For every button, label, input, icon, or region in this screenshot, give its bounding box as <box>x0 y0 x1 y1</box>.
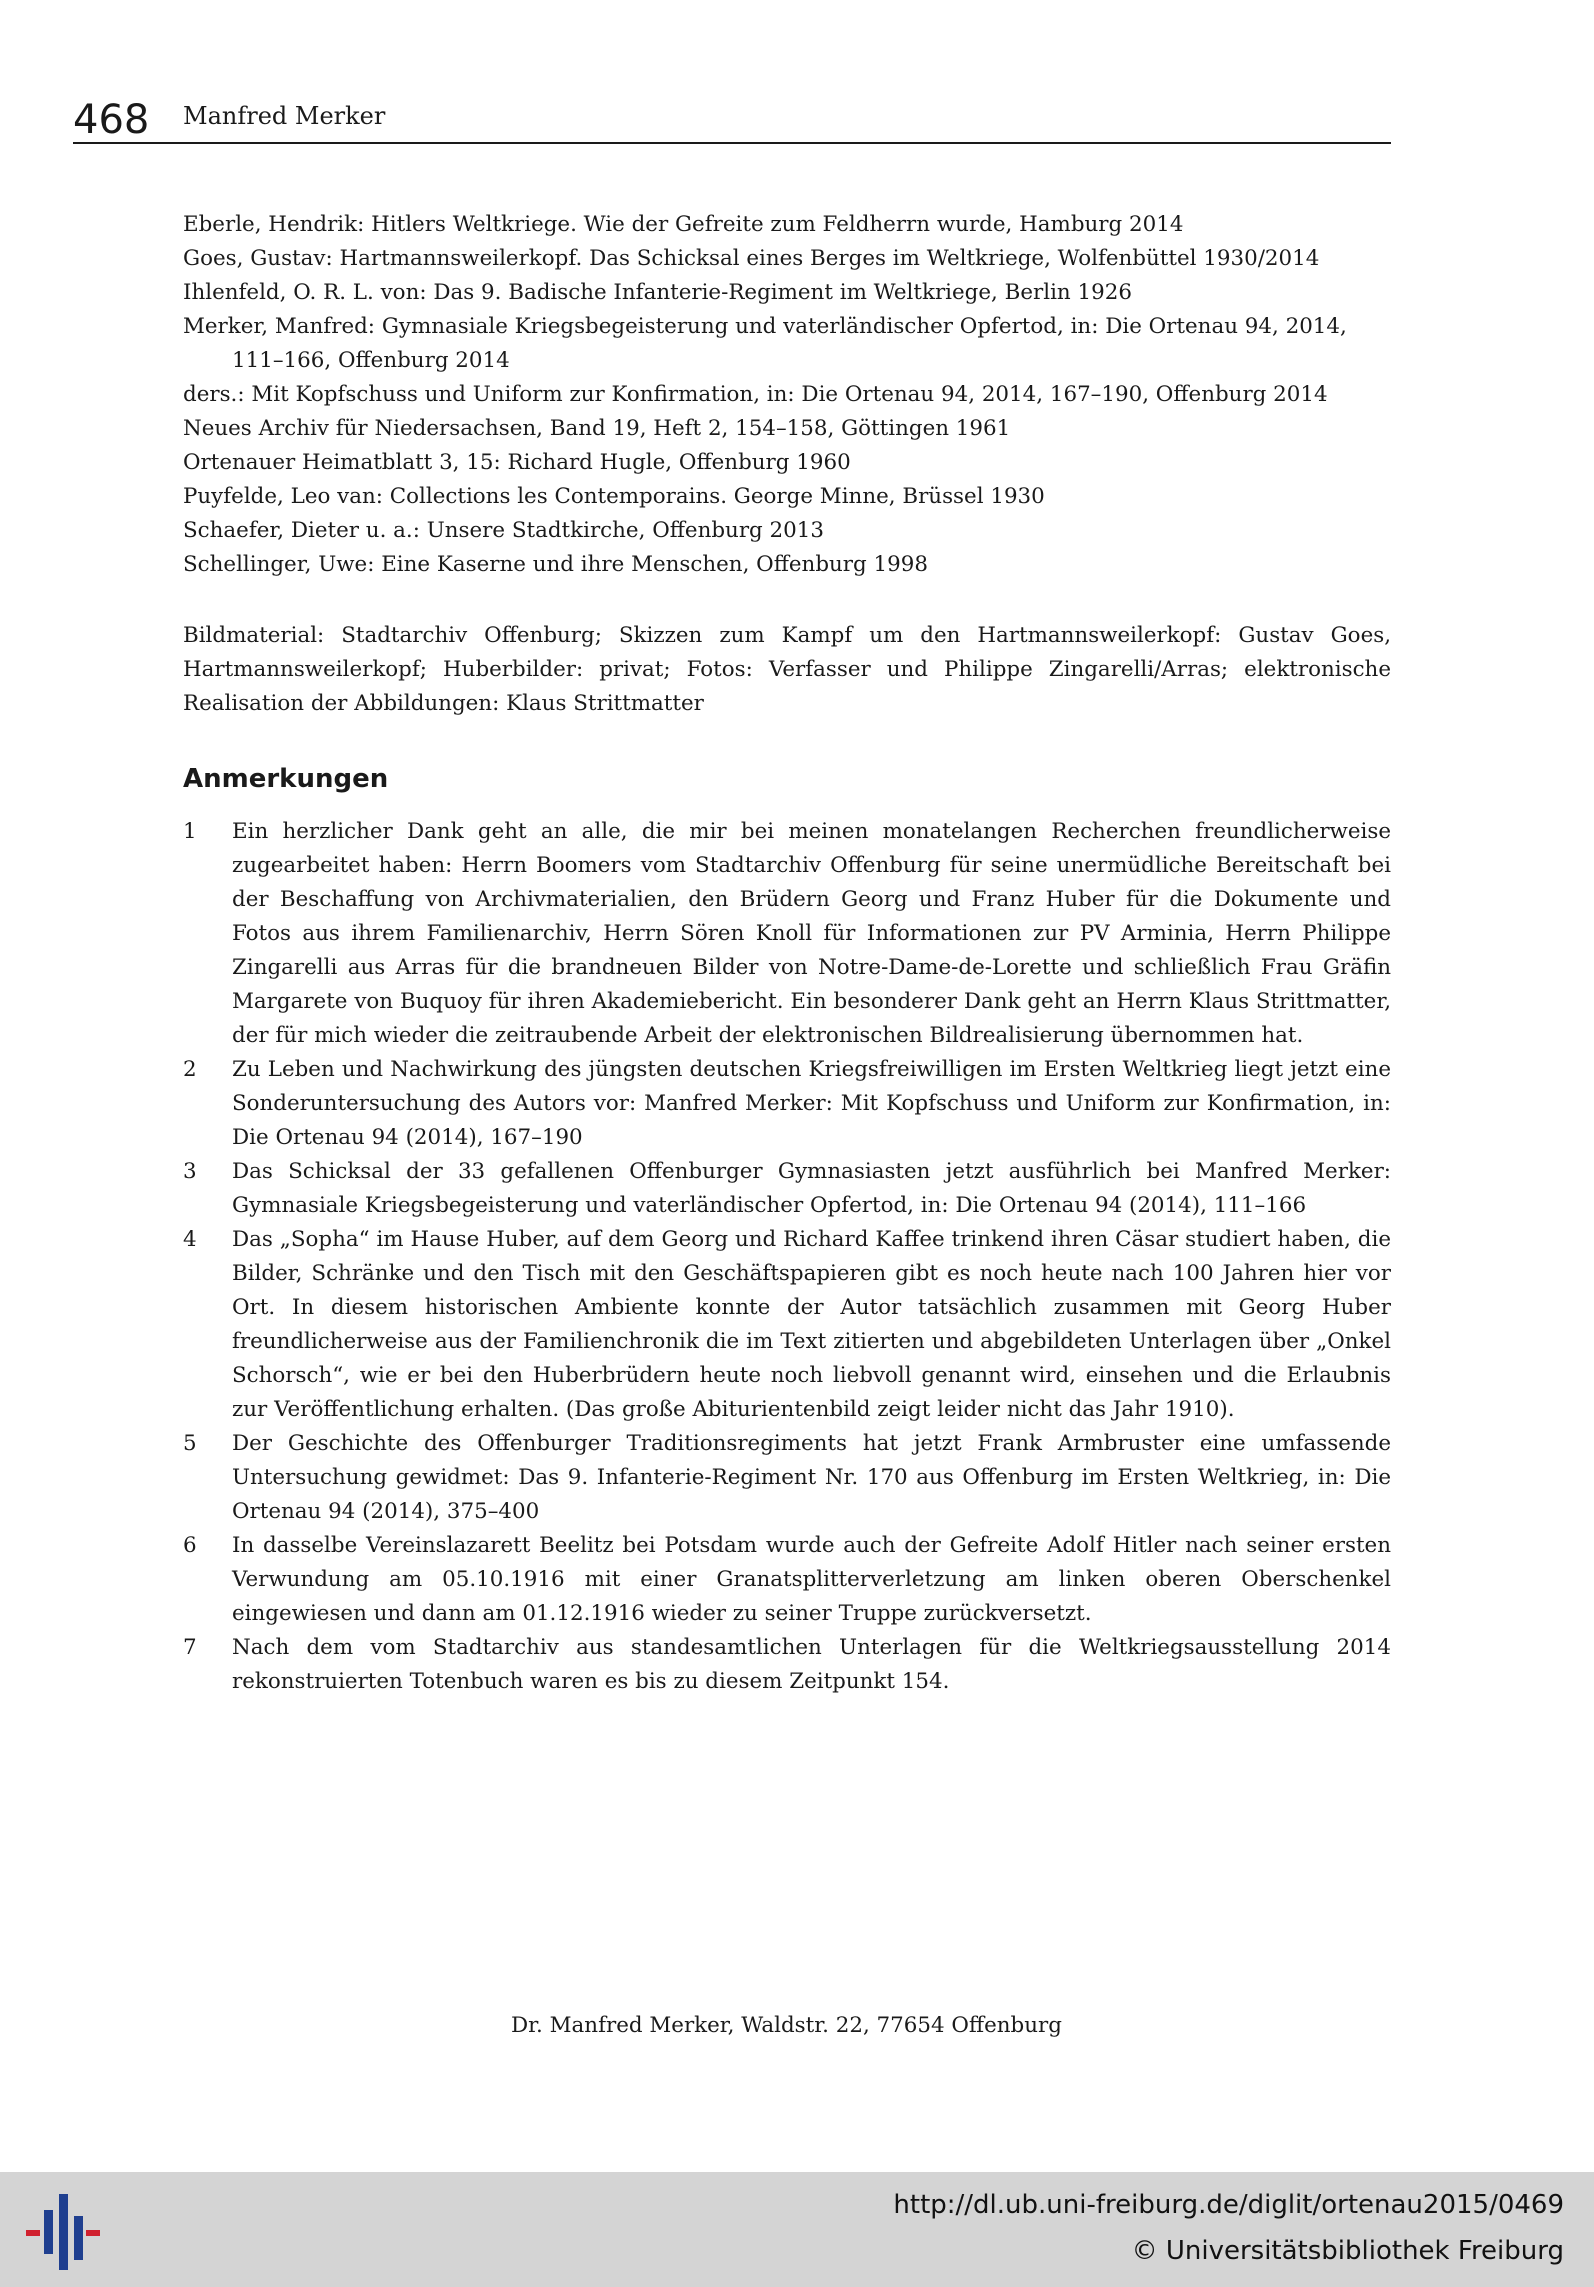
bibliography-entry: Schellinger, Uwe: Eine Kaserne und ihre Menschen, Offenburg 1998 <box>183 552 928 577</box>
note-item <box>183 1427 1391 1529</box>
bibliography-entry: Ihlenfeld, O. R. L. von: Das 9. Badische Infanterie-Regiment im Weltkriege, Berlin 1926 <box>183 280 1132 305</box>
running-head: Manfred Merker <box>183 102 386 130</box>
note-number: 3 <box>183 1159 197 1184</box>
note-text: Ein herzlicher Dank geht an alle, die mir bei meinen monatelangen Recherchen freundlicherweise zugearbeitet haben: Herrn Boomers vom Stadtarchiv Offenburg für seine unermüdliche Bereitschaft bei der Beschaffung von Archivmaterialien, den Brüdern Georg und Franz Huber für die Dokumente und Fotos aus ihrem Familienarchiv, Herrn Sören Knoll für Informationen zur PV Arminia, Herrn Philippe Zingarelli aus Arras für die brandneuen Bilder von Notre-Dame-de-Lorette und schließlich Frau Gräfin Margarete von Buquoy für ihren Akademiebericht. Ein besonderer Dank geht an Herrn Klaus Strittmatter, der für mich wieder die zeitraubende Arbeit der elektronischen Bildrealisierung übernommen hat. <box>232 819 1391 1048</box>
logo-bar-left <box>44 2210 53 2254</box>
permalink-url[interactable]: http://dl.ub.uni-freiburg.de/diglit/ortenau2015/0469 <box>893 2190 1564 2220</box>
page-body <box>183 208 1391 1699</box>
bibliography-entry: ders.: Mit Kopfschuss und Uniform zur Konfirmation, in: Die Ortenau 94, 2014, 167–190, Offenburg 2014 <box>183 382 1328 407</box>
bibliography-entry: Puyfelde, Leo van: Collections les Contemporains. George Minne, Brüssel 1930 <box>183 484 1045 509</box>
ub-freiburg-logo-icon <box>22 2192 102 2272</box>
image-credits: Bildmaterial: Stadtarchiv Offenburg; Skizzen zum Kampf um den Hartmannsweilerkopf: Gustav Goes, Hartmannsweilerkopf; Huberbilder: privat; Fotos: Verfasser und Philippe Zingarelli/Arras; elektronische Realisation der Abbildungen: Klaus Strittmatter <box>183 623 1391 716</box>
bibliography-entry: Schaefer, Dieter u. a.: Unsere Stadtkirche, Offenburg 2013 <box>183 518 824 543</box>
note-item <box>183 1631 1391 1699</box>
page-header <box>73 97 1391 144</box>
note-number: 6 <box>183 1533 197 1558</box>
note-number: 5 <box>183 1431 197 1456</box>
logo-bar-center <box>59 2194 68 2270</box>
bibliography-entry: Neues Archiv für Niedersachsen, Band 19, Heft 2, 154–158, Göttingen 1961 <box>183 416 1011 441</box>
logo-dash-right <box>86 2230 100 2236</box>
note-item <box>183 815 1391 1053</box>
bibliography-entry: Merker, Manfred: Gymnasiale Kriegsbegeisterung und vaterländischer Opfertod, in: Die Ortenau 94, 2014, 111–166, Offenburg 2014 <box>183 314 1347 373</box>
bibliography-list <box>183 208 1391 582</box>
bibliography-entry: Ortenauer Heimatblatt 3, 15: Richard Hugle, Offenburg 1960 <box>183 450 851 475</box>
note-item <box>183 1053 1391 1155</box>
note-item <box>183 1155 1391 1223</box>
note-number: 4 <box>183 1227 197 1252</box>
note-item <box>183 1529 1391 1631</box>
page-number: 468 <box>73 97 150 143</box>
logo-bar-right <box>74 2216 83 2260</box>
note-number: 7 <box>183 1635 197 1660</box>
note-item <box>183 1223 1391 1427</box>
note-text: Zu Leben und Nachwirkung des jüngsten deutschen Kriegsfreiwilligen im Ersten Weltkrieg liegt jetzt eine Sonderuntersuchung des Autors vor: Manfred Merker: Mit Kopfschuss und Uniform zur Konfirmation, in: Die Ortenau 94 (2014), 167–190 <box>232 1057 1391 1150</box>
note-text: Das „Sopha“ im Hause Huber, auf dem Georg und Richard Kaffee trinkend ihren Cäsar studiert haben, die Bilder, Schränke und den Tisch mit den Geschäftspapieren gibt es noch heute nach 100 Jahren hier vor Ort. In diesem historischen Ambiente konnte der Autor tatsächlich zusammen mit Georg Huber freundlicherweise aus der Familienchronik die im Text zitierten und abgebildeten Unterlagen über „Onkel Schorsch“, wie er bei den Huberbrüdern heute noch liebvoll genannt wird, einsehen und die Erlaubnis zur Veröffentlichung erhalten. (Das große Abiturientenbild zeigt leider nicht das Jahr 1910). <box>232 1227 1391 1422</box>
note-text: Das Schicksal der 33 gefallenen Offenburger Gymnasiasten jetzt ausführlich bei Manfred Merker: Gymnasiale Kriegsbegeisterung und vaterländischer Opfertod, in: Die Ortenau 94 (2014), 111–166 <box>232 1159 1391 1218</box>
author-address: Dr. Manfred Merker, Waldstr. 22, 77654 Offenburg <box>511 2013 1062 2038</box>
note-text: Nach dem vom Stadtarchiv aus standesamtlichen Unterlagen für die Weltkriegsausstellung 2014 rekonstruierten Totenbuch waren es bis zu diesem Zeitpunkt 154. <box>232 1635 1391 1694</box>
copyright-notice: © Universitätsbibliothek Freiburg <box>1131 2236 1564 2266</box>
note-number: 1 <box>183 819 197 844</box>
bibliography-entry: Goes, Gustav: Hartmannsweilerkopf. Das Schicksal eines Berges im Weltkriege, Wolfenbüttel 1930/2014 <box>183 246 1320 271</box>
library-footer <box>0 2172 1594 2287</box>
notes-heading: Anmerkungen <box>183 764 389 794</box>
note-number: 2 <box>183 1057 197 1082</box>
note-text: Der Geschichte des Offenburger Traditionsregiments hat jetzt Frank Armbruster eine umfassende Untersuchung gewidmet: Das 9. Infanterie-Regiment Nr. 170 aus Offenburg im Ersten Weltkrieg, in: Die Ortenau 94 (2014), 375–400 <box>232 1431 1391 1524</box>
note-text: In dasselbe Vereinslazarett Beelitz bei Potsdam wurde auch der Gefreite Adolf Hitler nach seiner ersten Verwundung am 05.10.1916 mit einer Granatsplitterverletzung am linken oberen Oberschenkel eingewiesen und dann am 01.12.1916 wieder zu seiner Truppe zurückversetzt. <box>232 1533 1391 1626</box>
bibliography-entry: Eberle, Hendrik: Hitlers Weltkriege. Wie der Gefreite zum Feldherrn wurde, Hamburg 2014 <box>183 212 1184 237</box>
notes-list <box>183 815 1391 1699</box>
logo-dash-left <box>26 2230 40 2236</box>
